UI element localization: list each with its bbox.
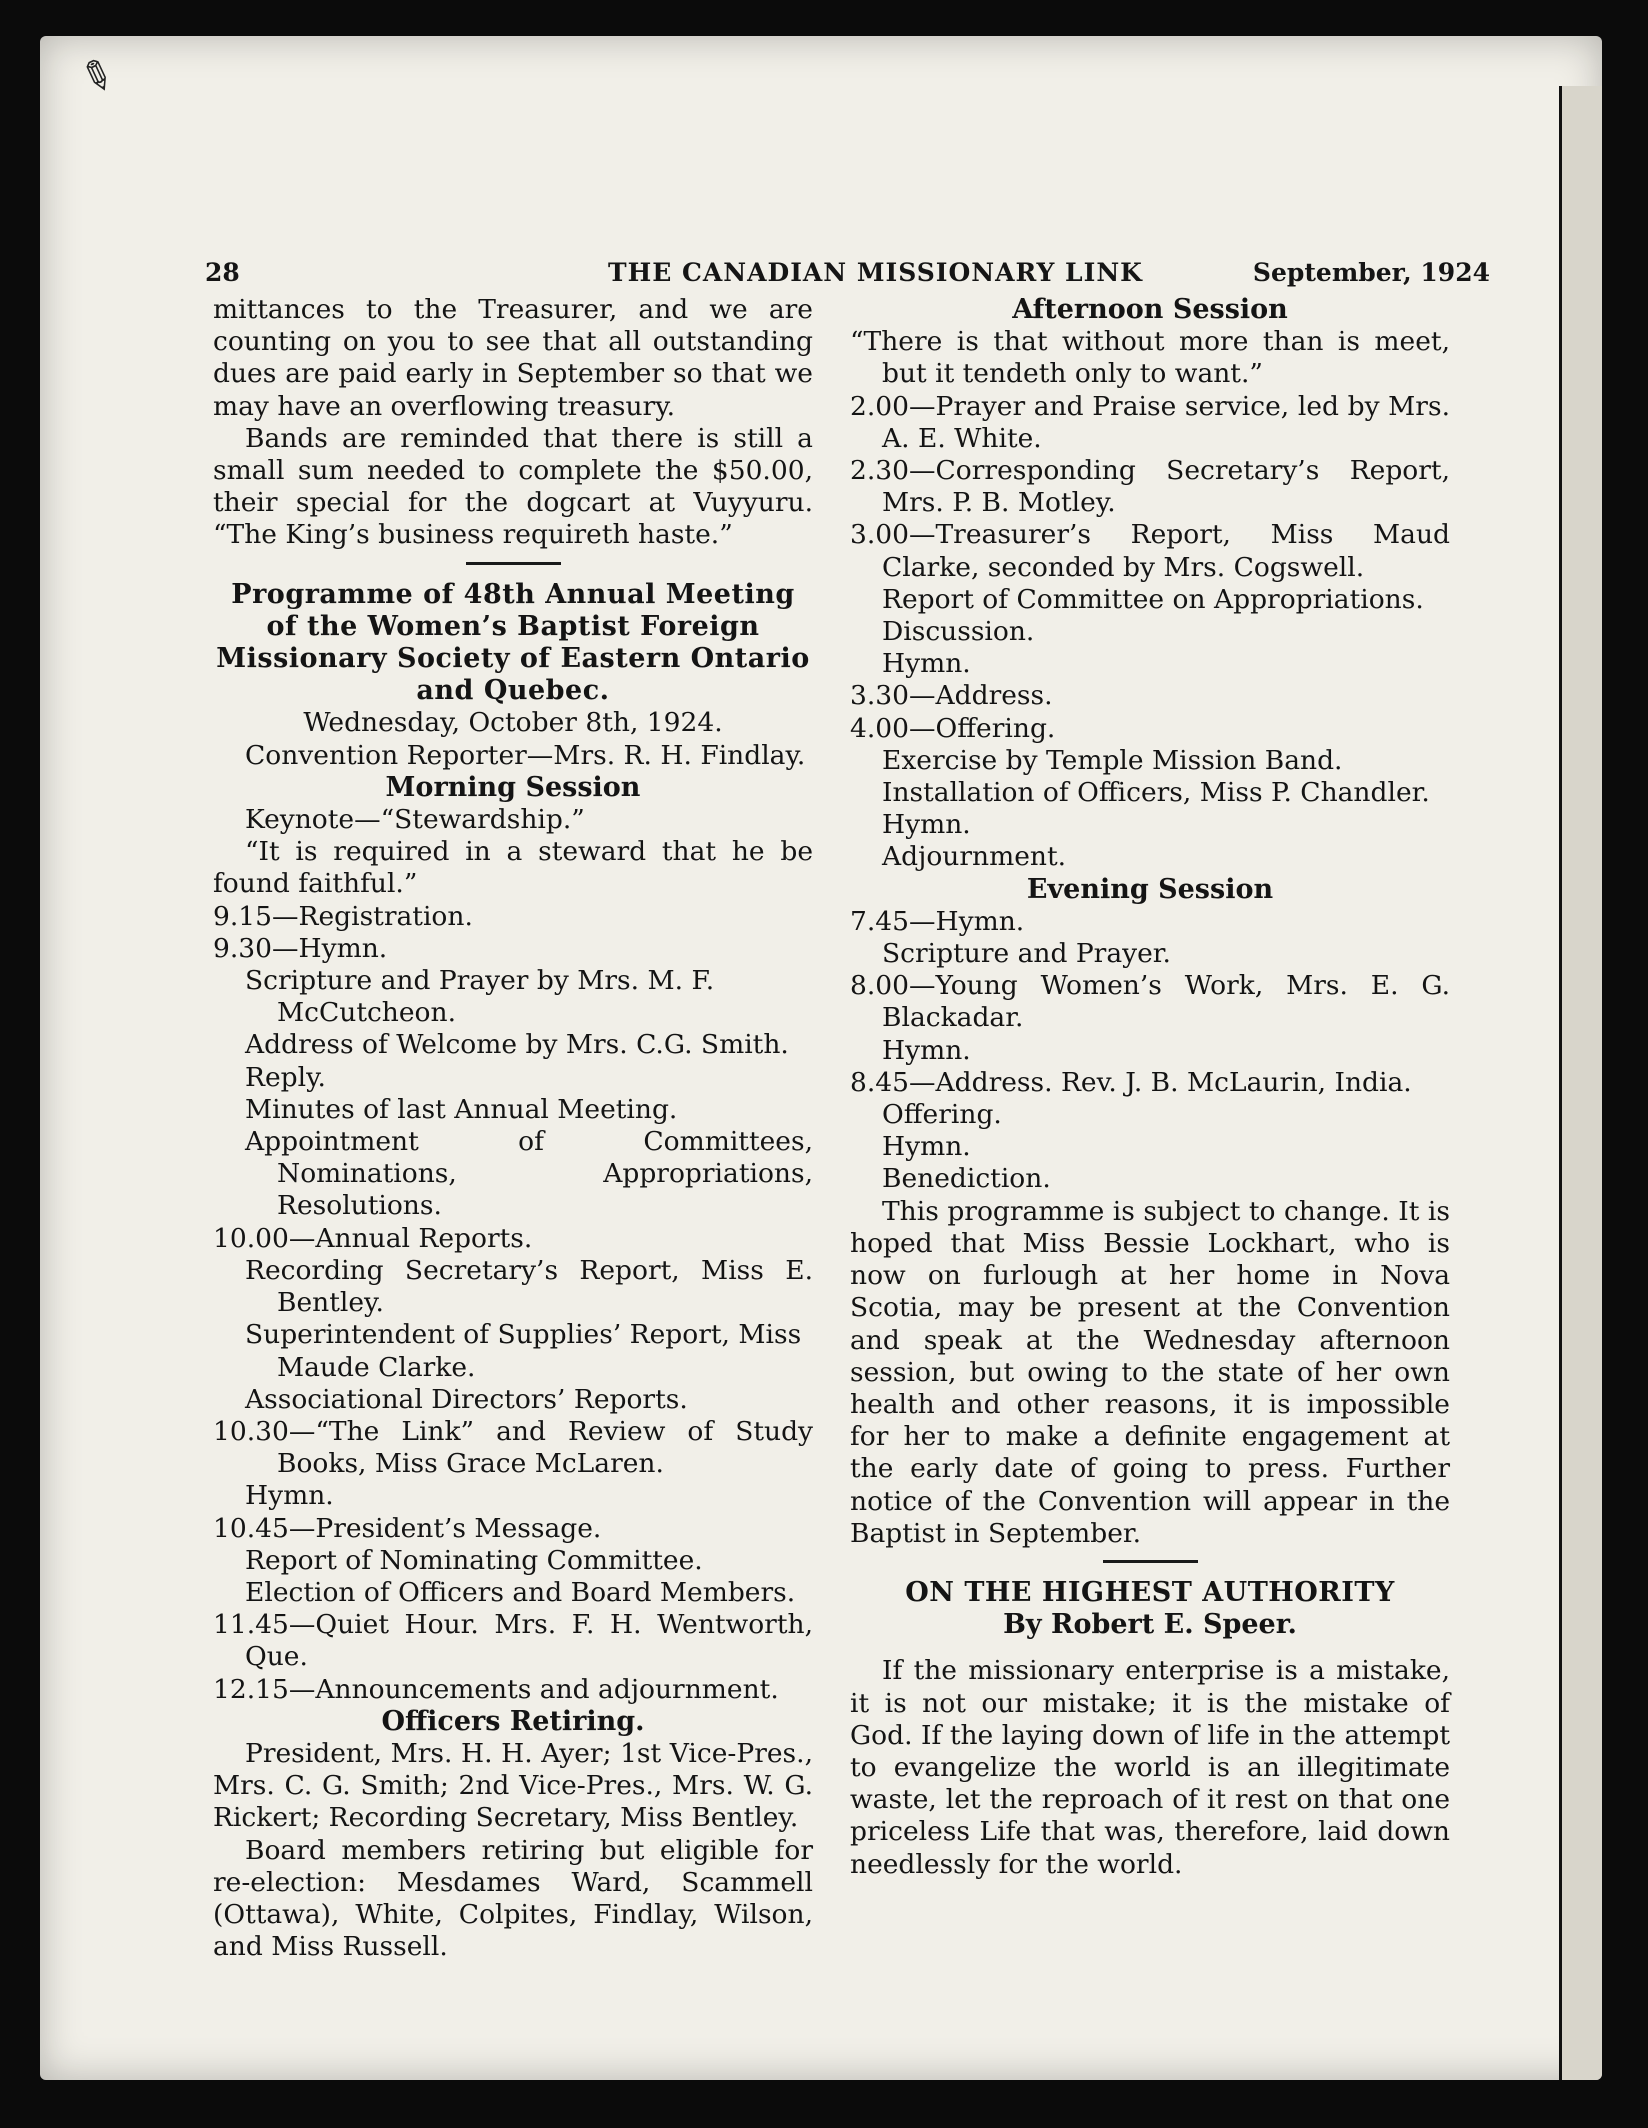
programme-item: 3.00—Treasurer’s Report, Miss Maud Clarke, seconded by Mrs. Cogswell. [850,519,1450,583]
programme-item: Hymn. [882,1131,971,1163]
programme-item: 2.30—Corresponding Secretary’s Report, Mrs. P. B. Motley. [850,455,1450,519]
programme-item: Discussion. [882,616,1035,648]
programme-notice: This programme is subject to change. It is hoped that Miss Bessie Lockhart, who is now on furlough at her home in Nova Scotia, may be present at the Convention and speak at the Wednesday afternoon session, but owing to the state of her own health and other reasons, it is impossible for her to make a definite engagement at the early date of going to press. Further notice of the Convention will appear in the Baptist in September. [850,1195,1450,1549]
facing-page-edge [1559,86,1602,2080]
programme-item: 8.00—Young Women’s Work, Mrs. E. G. Blackadar. [850,970,1450,1034]
right-column [850,294,1450,1881]
programme-item: Minutes of last Annual Meeting. [245,1093,678,1125]
article-text: If the missionary enterprise is a mistake, it is not our mistake; it is the mistake of God. If the laying down of life in the attempt to evangelize the world is an illegitimate waste, let the reproach of it rest on that one priceless Life that was, therefore, laid down needlessly for the world. [850,1655,1450,1880]
officers-retiring-text: President, Mrs. H. H. Ayer; 1st Vice-Pres., Mrs. C. G. Smith; 2nd Vice-Pres., Mrs. W. G. Rickert; Recording Secretary, Miss Bentley. [213,1737,813,1834]
programme-item: 9.30—Hymn. [213,932,388,964]
programme-item: Associational Directors’ Reports. [245,1383,688,1415]
issue-date: September, 1924 [1252,258,1490,287]
programme-item: 4.00—Offering. [850,712,1056,744]
divider-rule [466,562,561,565]
programme-item: 9.15—Registration. [213,900,473,932]
board-members-text: Board members retiring but eligible for re-election: Mesdames Ward, Scammell (Ottawa), White, Colpites, Findlay, Wilson, and Miss Russell. [213,1834,813,1963]
programme-item: Hymn. [882,809,971,841]
evening-session-heading: Evening Session [1026,873,1274,905]
programme-item: Hymn. [882,1034,971,1066]
keynote-quote: “It is required in a steward that he be found faithful.” [213,836,813,900]
programme-item: 11.45—Quiet Hour. Mrs. F. H. Wentworth, Que. [213,1609,813,1673]
programme-item: 3.30—Address. [850,680,1053,712]
programme-item: Offering. [882,1099,1002,1131]
publication-title: THE CANADIAN MISSIONARY LINK [608,258,1143,287]
programme-title: Programme of 48th Annual Meeting of the Women’s Baptist Foreign Missionary Society of Eastern Ontario and Quebec. [216,578,810,707]
programme-item: 2.00—Prayer and Praise service, led by Mrs. A. E. White. [850,390,1450,454]
page-number: 28 [205,258,240,287]
programme-item: Adjournment. [882,841,1067,873]
programme-item: Appointment of Committees, Nominations, Appropriations, Resolutions. [245,1126,813,1222]
programme-item: Reply. [245,1061,326,1093]
programme-item: 7.45—Hymn. [850,905,1025,937]
programme-item: 12.15—Announcements and adjournment. [213,1673,779,1705]
left-column [213,294,813,1963]
morning-session-heading: Morning Session [385,771,641,803]
programme-item: Hymn. [245,1480,334,1512]
divider-rule [1103,1560,1198,1563]
officers-retiring-heading: Officers Retiring. [381,1705,645,1737]
programme-item: Scripture and Prayer. [882,938,1171,970]
intro-paragraph-2: Bands are reminded that there is still a small sum needed to complete the $50.00, their special for the dogcart at Vuyyuru. “The King’s business requireth haste.” [213,422,813,551]
ink-mark: ✎ [73,49,121,105]
afternoon-quote: “There is that without more than is meet, but it tendeth only to want.” [850,326,1450,390]
programme-item: Recording Secretary’s Report, Miss E. Bentley. [245,1254,813,1319]
programme-item: Benediction. [882,1163,1051,1195]
programme-item: Hymn. [882,648,971,680]
afternoon-session-heading: Afternoon Session [1012,294,1288,325]
programme-item: Exercise by Temple Mission Band. [882,744,1343,776]
programme-date: Wednesday, October 8th, 1924. [303,707,723,739]
convention-reporter: Convention Reporter—Mrs. R. H. Findlay. [245,739,806,771]
article-byline: By Robert E. Speer. [1003,1609,1297,1641]
running-header [205,258,1490,298]
article-title: ON THE HIGHEST AUTHORITY [905,1576,1395,1608]
programme-item: Report of Nominating Committee. [245,1544,703,1576]
programme-item: Installation of Officers, Miss P. Chandler. [882,777,1430,809]
programme-item: Superintendent of Supplies’ Report, Miss Maude Clarke. [245,1319,802,1383]
intro-paragraph-1: mittances to the Treasurer, and we are counting on you to see that all outstanding dues are paid early in September so that we may have an overflowing treasury. [213,294,813,422]
programme-item: Election of Officers and Board Members. [245,1576,796,1608]
programme-item: Scripture and Prayer by Mrs. M. F. McCutcheon. [245,965,715,1029]
programme-item: Address of Welcome by Mrs. C.G. Smith. [245,1029,789,1061]
programme-item: 8.45—Address. Rev. J. B. McLaurin, India. [850,1066,1412,1098]
programme-item: 10.45—President’s Message. [213,1512,602,1544]
programme-item: 10.00—Annual Reports. [213,1222,533,1254]
keynote: Keynote—“Stewardship.” [245,804,585,836]
programme-item: Report of Committee on Appropriations. [882,583,1424,615]
programme-item: 10.30—“The Link” and Review of Study Books, Miss Grace McLaren. [213,1415,813,1480]
